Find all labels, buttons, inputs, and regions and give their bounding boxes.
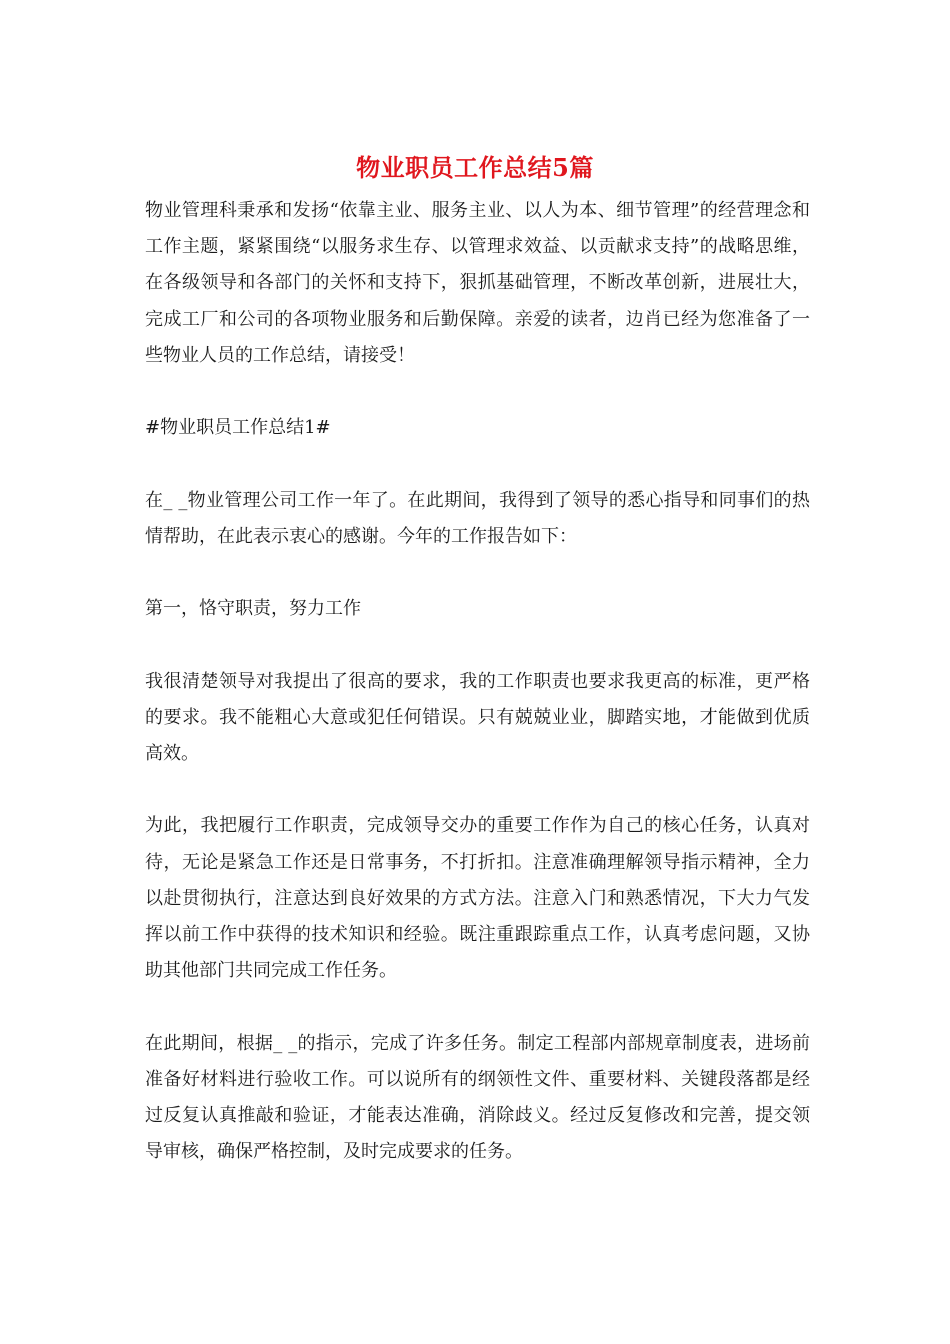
- body-paragraph: 在_ _物业管理公司工作一年了。在此期间，我得到了领导的悉心指导和同事们的热情帮助，在此表示衷心的感谢。今年的工作报告如下：: [145, 489, 810, 547]
- document-body: [145, 193, 810, 1170]
- document-title: 物业职员工作总结5篇: [356, 153, 594, 182]
- subheading-paragraph: 第一，恪守职责，努力工作: [145, 598, 361, 620]
- body-paragraph: 在此期间，根据_ _的指示，完成了许多任务。制定工程部内部规章制度表，进场前准备好材料进行验收工作。可以说所有的纲领性文件、重要材料、关键段落都是经过反复认真推敲和验证，才能表达准确，消除歧义。经过反复修改和完善，提交领导审核，确保严格控制，及时完成要求的任务。: [145, 1032, 810, 1163]
- section-heading: #物业职员工作总结1#: [145, 417, 331, 439]
- body-paragraph: 我很清楚领导对我提出了很高的要求，我的工作职责也要求我更高的标准，更严格的要求。我不能粗心大意或犯任何错误。只有兢兢业业，脚踏实地，才能做到优质高效。: [145, 670, 810, 764]
- body-paragraph: 为此，我把履行工作职责，完成领导交办的重要工作作为自己的核心任务，认真对待，无论是紧急工作还是日常事务，不打折扣。注意准确理解领导指示精神，全力以赴贯彻执行，注意达到良好效果的方式方法。注意入门和熟悉情况，下大力气发挥以前工作中获得的技术知识和经验。既注重跟踪重点工作，认真考虑问题，又协助其他部门共同完成工作任务。: [145, 815, 810, 982]
- intro-paragraph: 物业管理科秉承和发扬“依靠主业、服务主业、以人为本、细节管理”的经营理念和工作主题，紧紧围绕“以服务求生存、以管理求效益、以贡献求支持”的战略思维，在各级领导和各部门的关怀和支持下，狠抓基础管理，不断改革创新，进展壮大，完成工厂和公司的各项物业服务和后勤保障。亲爱的读者，边肖已经为您准备了一些物业人员的工作总结，请接受！: [145, 200, 810, 366]
